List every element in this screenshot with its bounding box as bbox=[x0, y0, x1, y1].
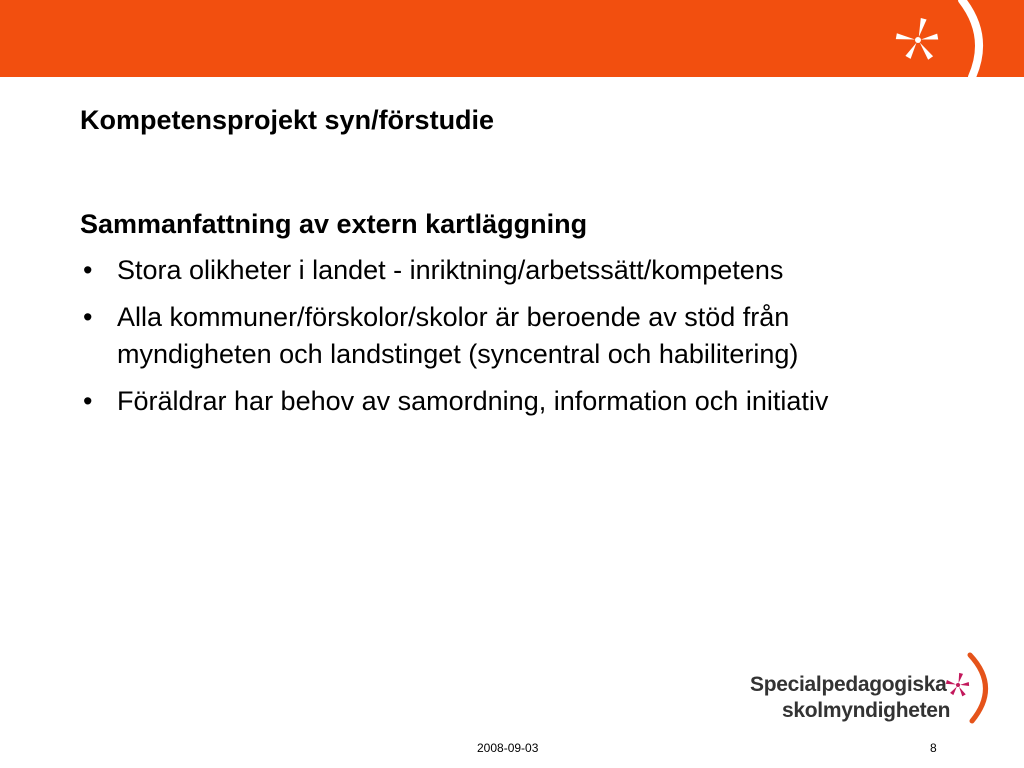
bullet-text: Stora olikheter i landet - inriktning/arbetssätt/kompetens bbox=[117, 255, 784, 285]
star-emblem-icon bbox=[0, 0, 1024, 77]
bullet-text: Föräldrar har behov av samordning, information och initiativ bbox=[117, 386, 829, 416]
bullet-item bbox=[80, 299, 930, 373]
logo-text-line2: skolmyndigheten bbox=[782, 699, 951, 722]
bullet-list bbox=[80, 252, 930, 430]
bullet-icon: • bbox=[83, 302, 93, 332]
bullet-icon: • bbox=[83, 386, 93, 416]
bullet-item bbox=[80, 252, 930, 289]
header-band bbox=[0, 0, 1024, 77]
footer-page-number: 8 bbox=[930, 741, 937, 755]
bullet-item bbox=[80, 383, 930, 420]
footer-date: 2008-09-03 bbox=[477, 741, 539, 755]
logo-text-line1: Specialpedagogiska bbox=[750, 673, 947, 696]
bullet-icon: • bbox=[83, 255, 93, 285]
agency-logo bbox=[748, 651, 998, 729]
bullet-text: Alla kommuner/förskolor/skolor är beroende av stöd från myndigheten och landstinget (syncentral och habilitering) bbox=[117, 302, 799, 369]
section-heading: Sammanfattning av extern kartläggning bbox=[80, 209, 588, 239]
slide-title: Kompetensprojekt syn/förstudie bbox=[80, 105, 495, 135]
